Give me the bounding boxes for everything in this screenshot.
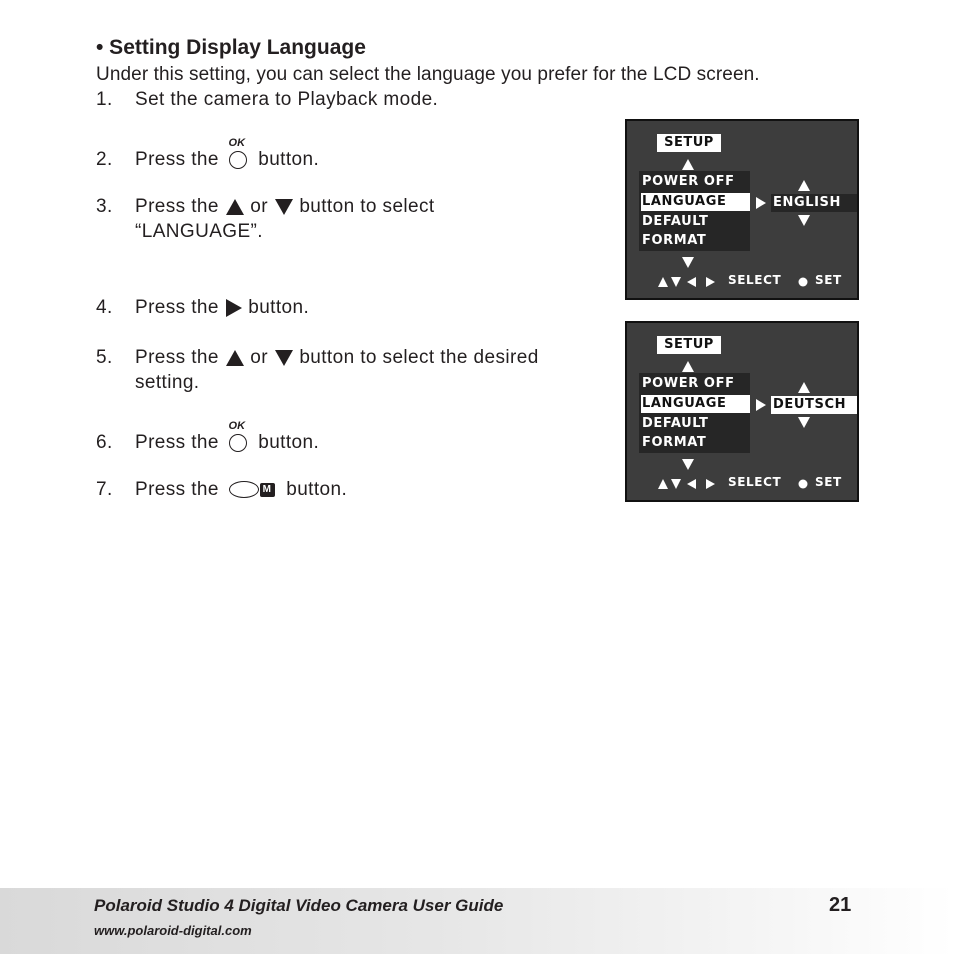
value-down-arrow-icon: [798, 215, 810, 226]
nav-down-icon: [671, 479, 681, 489]
step-text: Press the: [135, 149, 219, 170]
menu-item-default: DEFAULT: [642, 214, 709, 229]
step-text: button.: [258, 149, 320, 170]
nav-up-icon: [658, 479, 668, 489]
menu-down-arrow-icon: [682, 459, 694, 470]
setup-menu: [639, 373, 750, 453]
step-4: [96, 297, 309, 319]
nav-right-icon: [706, 479, 715, 489]
step-6: [96, 420, 320, 454]
up-arrow-icon: [225, 198, 245, 216]
menu-down-arrow-icon: [682, 257, 694, 268]
set-dot-icon: [799, 480, 808, 489]
up-arrow-icon: [225, 349, 245, 367]
step-text: Press the: [135, 432, 219, 453]
menu-up-arrow-icon: [682, 361, 694, 372]
language-value: ENGLISH: [771, 194, 857, 212]
menu-item-language: LANGUAGE: [641, 193, 750, 211]
set-label: SET: [815, 273, 842, 287]
footer-url: www.polaroid-digital.com: [94, 923, 252, 938]
page-number: 21: [829, 894, 852, 916]
select-label: SELECT: [728, 475, 782, 489]
ok-button-icon: [227, 420, 251, 454]
lcd-screen-deutsch: [625, 321, 859, 502]
down-arrow-icon: [274, 349, 294, 367]
step-3: [96, 196, 435, 218]
menu-badge: M: [260, 483, 275, 497]
step-text: button to select: [299, 196, 435, 217]
page-footer: [0, 888, 954, 954]
value-up-arrow-icon: [798, 180, 810, 191]
value-right-arrow-icon: [756, 197, 766, 209]
ok-label: OK: [228, 420, 246, 432]
menu-item-power-off: POWER OFF: [642, 376, 735, 391]
set-dot-icon: [799, 278, 808, 287]
menu-item-default: DEFAULT: [642, 416, 709, 431]
step-text: or: [250, 196, 268, 217]
right-arrow-icon: [225, 298, 243, 318]
ok-button-icon: [227, 137, 251, 171]
menu-item-format: FORMAT: [642, 233, 707, 248]
step-number: 3.: [96, 196, 113, 217]
intro-text: Under this setting, you can select the language you prefer for the LCD screen.: [96, 64, 760, 85]
step-text: button.: [248, 297, 310, 318]
value-up-arrow-icon: [798, 382, 810, 393]
step-text: Press the: [135, 196, 219, 217]
menu-up-arrow-icon: [682, 159, 694, 170]
step-text: Press the: [135, 479, 219, 500]
step-text: Press the: [135, 347, 219, 368]
select-label: SELECT: [728, 273, 782, 287]
step-5-continuation: setting.: [135, 372, 200, 393]
down-arrow-icon: [274, 198, 294, 216]
step-text: button.: [258, 432, 320, 453]
nav-down-icon: [671, 277, 681, 287]
menu-item-power-off: POWER OFF: [642, 174, 735, 189]
step-text: or: [250, 347, 268, 368]
step-1: [96, 89, 438, 111]
ok-label: OK: [228, 137, 246, 149]
step-number: 7.: [96, 479, 113, 500]
step-text: button to select the desired: [299, 347, 539, 368]
value-down-arrow-icon: [798, 417, 810, 428]
set-label: SET: [815, 475, 842, 489]
step-7: [96, 479, 347, 501]
step-number: 4.: [96, 297, 113, 318]
setup-menu: [639, 171, 750, 251]
menu-item-format: FORMAT: [642, 435, 707, 450]
language-value: DEUTSCH: [771, 396, 857, 414]
step-3-continuation: “LANGUAGE”.: [135, 221, 263, 242]
menu-item-language: LANGUAGE: [641, 395, 750, 413]
step-number: 5.: [96, 347, 113, 368]
lcd-screen-english: [625, 119, 859, 300]
step-text: Press the: [135, 297, 219, 318]
nav-left-icon: [687, 277, 696, 287]
step-text: button.: [286, 479, 348, 500]
value-right-arrow-icon: [756, 399, 766, 411]
section-heading: • Setting Display Language: [96, 36, 366, 59]
step-5: [96, 347, 539, 369]
setup-title: SETUP: [657, 336, 721, 354]
step-2: [96, 137, 320, 171]
footer-title: Polaroid Studio 4 Digital Video Camera User Guide: [94, 896, 504, 915]
step-number: 1.: [96, 89, 113, 110]
setup-title: SETUP: [657, 134, 721, 152]
step-number: 6.: [96, 432, 113, 453]
nav-left-icon: [687, 479, 696, 489]
step-number: 2.: [96, 149, 113, 170]
nav-up-icon: [658, 277, 668, 287]
step-text: Set the camera to Playback mode.: [135, 89, 439, 110]
nav-right-icon: [706, 277, 715, 287]
menu-button-icon: [227, 479, 279, 499]
